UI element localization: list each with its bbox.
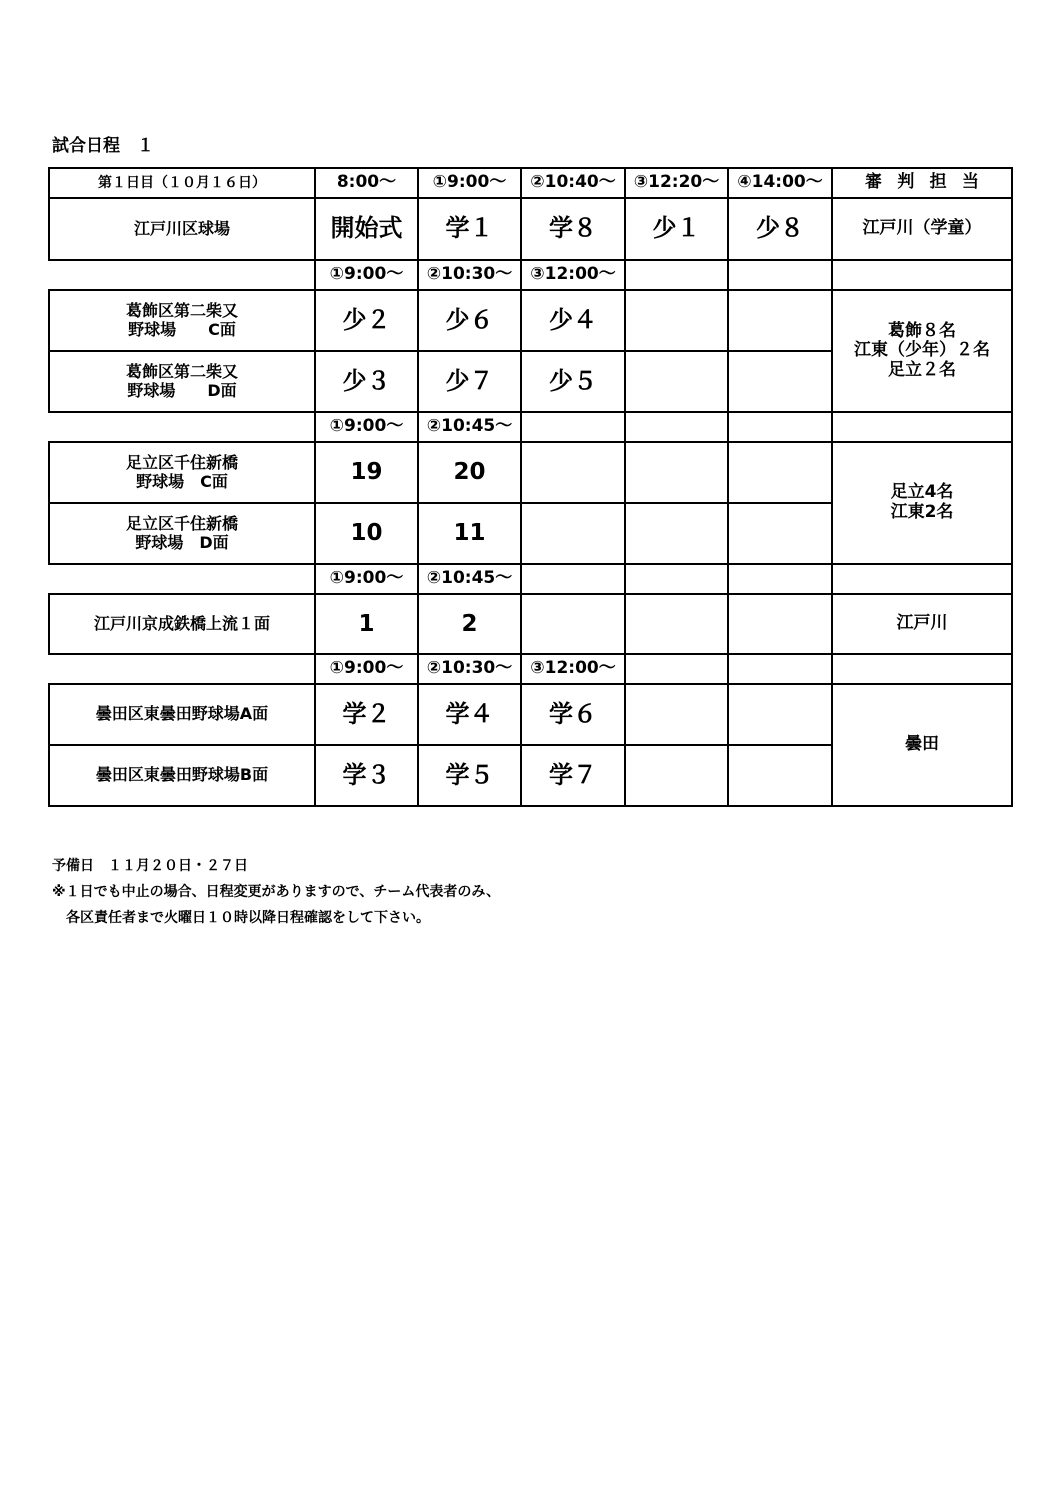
time-slot: ①9:00～ <box>418 168 521 198</box>
game-cell: 少２ <box>315 290 418 351</box>
game-cell: 学６ <box>521 684 625 745</box>
empty-cell <box>728 745 832 806</box>
day-label: 第１日目（１０月１６日） <box>49 168 315 198</box>
reserve-day-note: 予備日 １１月２０日・２７日 <box>52 858 248 874</box>
blank-cell <box>49 564 315 594</box>
empty-cell <box>728 564 832 594</box>
empty-cell <box>728 290 832 351</box>
empty-cell <box>625 745 728 806</box>
empty-cell <box>728 351 832 412</box>
referee-line: 足立4名 <box>890 482 954 503</box>
empty-cell <box>728 503 832 564</box>
referee-cell: 曇田 <box>832 684 1012 806</box>
venue-cell: 曇田区東曇田野球場B面 <box>49 745 315 806</box>
empty-cell <box>728 654 832 684</box>
empty-cell <box>625 351 728 412</box>
time-row <box>49 260 1012 290</box>
notes-section <box>52 853 500 931</box>
blank-cell <box>49 412 315 442</box>
referee-cell <box>832 290 1012 412</box>
header-row <box>49 168 1012 198</box>
time-slot: ①9:00～ <box>315 260 418 290</box>
table-row <box>49 198 1012 260</box>
game-cell: 学７ <box>521 745 625 806</box>
referee-cell <box>832 442 1012 564</box>
game-cell: 少６ <box>418 290 521 351</box>
game-cell: 学１ <box>418 198 521 260</box>
time-slot: ③12:00～ <box>521 654 625 684</box>
empty-cell <box>625 594 728 654</box>
time-slot: ②10:30～ <box>418 654 521 684</box>
empty-cell <box>832 564 1012 594</box>
time-slot: ②10:45～ <box>418 564 521 594</box>
time-slot: ④14:00～ <box>728 168 832 198</box>
empty-cell <box>625 654 728 684</box>
game-cell: 少５ <box>521 351 625 412</box>
time-slot: ②10:40～ <box>521 168 625 198</box>
game-cell: 少７ <box>418 351 521 412</box>
referee-line: 足立２名 <box>888 359 956 380</box>
referee-header: 審判担当 <box>832 168 1012 198</box>
game-cell: 少８ <box>728 198 832 260</box>
empty-cell <box>728 412 832 442</box>
page-title: 試合日程 １ <box>52 136 154 156</box>
time-slot: ①9:00～ <box>315 564 418 594</box>
empty-cell <box>521 412 625 442</box>
game-cell: 11 <box>418 503 521 564</box>
game-cell: 学８ <box>521 198 625 260</box>
cancellation-note: ※１日でも中止の場合、日程変更がありますので、チーム代表者のみ、 <box>52 884 501 900</box>
venue-name: 葛飾区第二柴又 <box>125 362 238 382</box>
venue-cell <box>49 442 315 503</box>
venue-field: 野球場 C面 <box>128 319 236 339</box>
game-cell: 19 <box>315 442 418 503</box>
time-slot: ①9:00～ <box>315 412 418 442</box>
game-cell: 少１ <box>625 198 728 260</box>
venue-cell: 曇田区東曇田野球場A面 <box>49 684 315 745</box>
time-slot: ②10:45～ <box>418 412 521 442</box>
game-cell: 学３ <box>315 745 418 806</box>
empty-cell <box>625 412 728 442</box>
schedule-table <box>48 167 1013 807</box>
empty-cell <box>521 503 625 564</box>
time-row <box>49 412 1012 442</box>
time-slot: ②10:30～ <box>418 260 521 290</box>
game-cell: 20 <box>418 442 521 503</box>
venue-field: 野球場 D面 <box>135 532 229 552</box>
empty-cell <box>625 684 728 745</box>
game-cell: 学５ <box>418 745 521 806</box>
empty-cell <box>832 654 1012 684</box>
game-cell: 1 <box>315 594 418 654</box>
blank-cell <box>49 654 315 684</box>
venue-name: 足立区千住新橋 <box>125 514 238 534</box>
empty-cell <box>625 564 728 594</box>
empty-cell <box>625 503 728 564</box>
game-cell: 少４ <box>521 290 625 351</box>
time-slot: ③12:20～ <box>625 168 728 198</box>
time-slot: 8:00～ <box>315 168 418 198</box>
referee-line: 江東（少年）２名 <box>854 340 990 361</box>
table-row <box>49 684 1012 745</box>
empty-cell <box>625 290 728 351</box>
venue-name: 足立区千住新橋 <box>125 453 238 473</box>
empty-cell <box>728 594 832 654</box>
venue-cell <box>49 503 315 564</box>
game-cell: 2 <box>418 594 521 654</box>
empty-cell <box>832 260 1012 290</box>
empty-cell <box>728 260 832 290</box>
empty-cell <box>521 594 625 654</box>
empty-cell <box>625 260 728 290</box>
game-cell: 学４ <box>418 684 521 745</box>
referee-cell: 江戸川 <box>832 594 1012 654</box>
time-slot: ③12:00～ <box>521 260 625 290</box>
game-cell: 10 <box>315 503 418 564</box>
time-row <box>49 654 1012 684</box>
blank-cell <box>49 260 315 290</box>
referee-line: 葛飾８名 <box>888 320 956 341</box>
referee-cell: 江戸川（学童） <box>832 198 1012 260</box>
game-cell: 少３ <box>315 351 418 412</box>
empty-cell <box>625 442 728 503</box>
venue-cell: 江戸川区球場 <box>49 198 315 260</box>
venue-cell: 江戸川京成鉄橋上流１面 <box>49 594 315 654</box>
venue-cell <box>49 351 315 412</box>
venue-name: 葛飾区第二柴又 <box>125 301 238 321</box>
table-row <box>49 594 1012 654</box>
empty-cell <box>728 442 832 503</box>
cancellation-note-continued: 各区責任者まで火曜日１０時以降日程確認をして下さい。 <box>52 910 430 926</box>
game-cell: 開始式 <box>315 198 418 260</box>
empty-cell <box>832 412 1012 442</box>
empty-cell <box>521 442 625 503</box>
table-row <box>49 290 1012 351</box>
referee-line: 江東2名 <box>890 502 954 522</box>
time-slot: ①9:00～ <box>315 654 418 684</box>
venue-cell <box>49 290 315 351</box>
venue-field: 野球場 D面 <box>127 380 237 400</box>
table-row <box>49 442 1012 503</box>
game-cell: 学２ <box>315 684 418 745</box>
time-row <box>49 564 1012 594</box>
empty-cell <box>728 684 832 745</box>
empty-cell <box>521 564 625 594</box>
venue-field: 野球場 C面 <box>136 471 228 491</box>
